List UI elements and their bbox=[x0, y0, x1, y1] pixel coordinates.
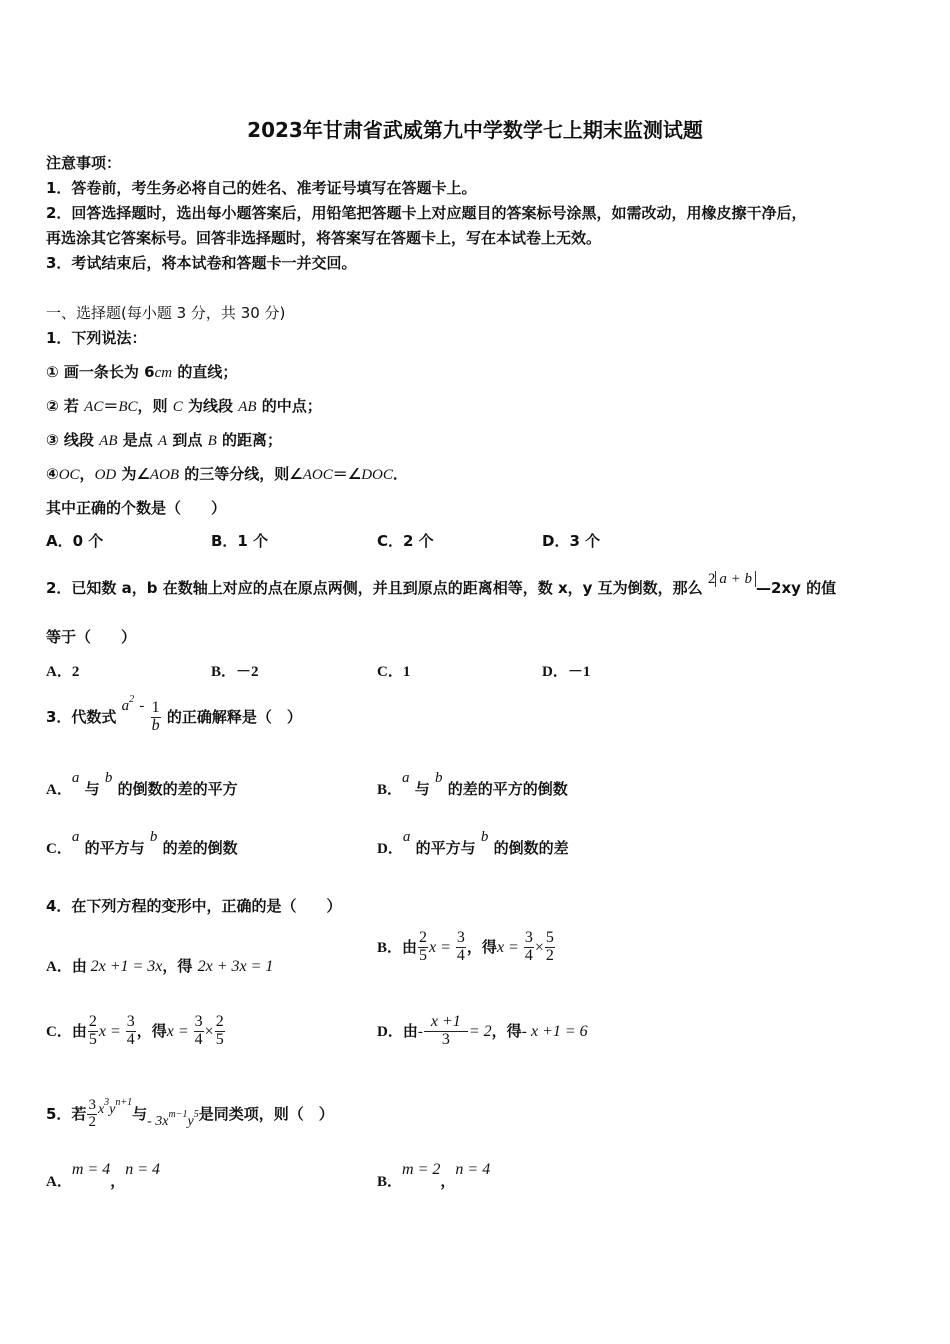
q1-statement-2: ② 若 AC＝BC，则 C 为线段 AB 的中点； bbox=[46, 397, 322, 415]
q5-option-a[interactable]: A．m = 4，n = 4 bbox=[46, 1161, 161, 1190]
q1-statement-3: ③ 线段 AB 是点 A 到点 B 的距离； bbox=[46, 431, 282, 449]
q2-expression: 2 a + b bbox=[708, 571, 756, 587]
q2-option-b[interactable]: B．－2 bbox=[211, 664, 259, 680]
q3-option-b[interactable]: B．a 与 b 的差的平方的倒数 bbox=[377, 770, 568, 798]
q4-stem: 4．在下列方程的变形中，正确的是（ ） bbox=[46, 897, 342, 915]
notice-item: 2．回答选择题时，选出每小题答案后，用铅笔把答题卡上对应题目的答案标号涂黑，如需改动，用橡皮擦干净后， bbox=[46, 204, 807, 222]
q2-stem: 2．已知数 a，b 在数轴上对应的点在原点两侧，并且到原点的距离相等，数 x，y 互为倒数，那么 2 a + b —2xy 的值 bbox=[46, 571, 837, 597]
q2-stem-cont: 等于（ ） bbox=[46, 628, 137, 646]
q1-stem: 1．下列说法： bbox=[46, 329, 147, 347]
q3-option-c[interactable]: C．a 的平方与 b 的差的倒数 bbox=[46, 829, 238, 857]
q5-stem: 5．若 $\frac{3}{2}$ $x^3y^{n+1}$与- $3x^{m-1}y^5$是同类项，则（ ） bbox=[46, 1096, 334, 1130]
notice-item: 1．答卷前，考生务必将自己的姓名、准考证号填写在答题卡上。 bbox=[46, 179, 477, 197]
q1-statement-4: ④OC，OD 为∠AOB 的三等分线，则∠AOC＝∠DOC． bbox=[46, 465, 408, 483]
section-heading: 一、选择题(每小题 3 分，共 30 分) bbox=[46, 304, 286, 322]
q3-option-d[interactable]: D．a 的平方与 b 的倒数的差 bbox=[377, 829, 569, 857]
q2-option-c[interactable]: C．1 bbox=[377, 664, 411, 680]
q1-option-b[interactable]: B．1 个 bbox=[211, 532, 269, 550]
page-title: 2023年甘肃省武威第九中学数学七上期末监测试题 bbox=[247, 118, 703, 142]
notice-item: 再选涂其它答案标号。回答非选择题时，将答案写在答题卡上，写在本试卷上无效。 bbox=[46, 229, 602, 247]
q1-option-c[interactable]: C．2 个 bbox=[377, 532, 434, 550]
q1-question: 其中正确的个数是（ ） bbox=[46, 499, 227, 517]
q1-option-a[interactable]: A．0 个 bbox=[46, 532, 104, 550]
q3-option-a[interactable]: A．a 与 b 的倒数的差的平方 bbox=[46, 770, 238, 798]
q1-statement-1: ① 画一条长为 6cm 的直线； bbox=[46, 363, 238, 381]
q4-option-b[interactable]: B．由 $\frac{2}{5}$ x = $\frac{3}{4}$ ，得x = $\frac{3}{4}$ × $\frac{5}{2}$ bbox=[377, 929, 554, 964]
q1-option-d[interactable]: D．3 个 bbox=[542, 532, 601, 550]
q4-option-d[interactable]: D．由- $\frac{x +1}{3}$ = 2，得- x +1 = 6 bbox=[377, 1013, 588, 1048]
q5-option-b[interactable]: B．m = 2，n = 4 bbox=[377, 1161, 491, 1190]
q2-option-a[interactable]: A．2 bbox=[46, 664, 80, 680]
notice-heading: 注意事项： bbox=[46, 154, 122, 172]
q4-option-a[interactable]: A．由 2x +1 = 3x，得 2x + 3x = 1 bbox=[46, 957, 274, 975]
q3-stem: 3．代数式 $a^2$ - $\frac{1}{b}$ 的正确解释是（ ） bbox=[46, 693, 302, 734]
q3-fraction: $\frac{1}{b}$ bbox=[151, 699, 160, 734]
notice-item: 3．考试结束后，将本试卷和答题卡一并交回。 bbox=[46, 254, 357, 272]
q2-option-d[interactable]: D．－1 bbox=[542, 664, 591, 680]
q4-option-c[interactable]: C．由 $\frac{2}{5}$ x = $\frac{3}{4}$ ，得x = $\frac{3}{4}$ × $\frac{2}{5}$ bbox=[46, 1013, 224, 1048]
